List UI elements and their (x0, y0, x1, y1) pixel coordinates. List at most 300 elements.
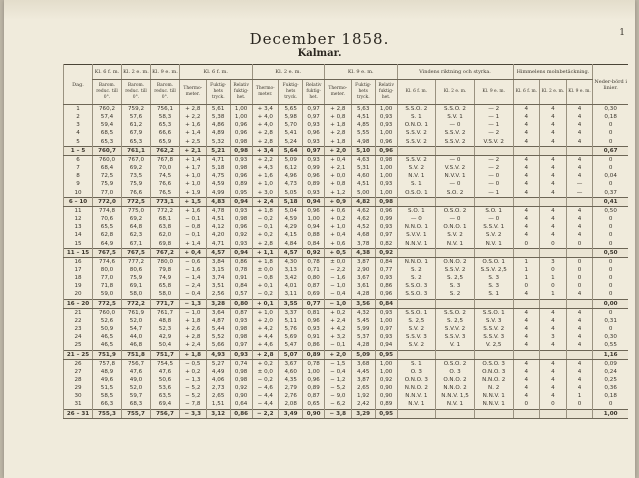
cell-r2: 0,96 (303, 317, 325, 325)
cell-w2: N.N.V. 1,5 (436, 392, 475, 400)
cell-f2: 5,65 (279, 105, 303, 114)
cell-r6: 0,93 (230, 350, 252, 359)
cell-f2: 4,96 (279, 172, 303, 180)
cell-r9: 0,93 (375, 274, 397, 282)
cell-r6: 0,74 (230, 359, 252, 368)
cell-t2: + 0,1 (252, 299, 279, 308)
cell-n: 0,50 (593, 248, 628, 257)
cell-n: 0,04 (593, 172, 628, 180)
cell-c2: 4 (540, 155, 567, 164)
cell-b6: 757,8 (93, 359, 122, 368)
cell-w6: S.S.V. 2 (397, 155, 436, 164)
cell-c2: 4 (540, 376, 567, 384)
cell-c6 (513, 146, 540, 155)
cell-b9: 50,6 (151, 376, 180, 384)
cell-r6: 0,98 (230, 215, 252, 223)
cell-r9: 0,97 (375, 231, 397, 239)
cell-f2: 2,76 (279, 392, 303, 400)
cell-f6: 4,83 (206, 197, 230, 206)
cell-t6: + 2,4 (180, 341, 207, 350)
cell-c2: 4 (540, 172, 567, 180)
cell-b6: 49,6 (93, 376, 122, 384)
cell-t9: + 0,2 (325, 215, 352, 223)
cell-t2: − 2,2 (252, 409, 279, 418)
cell-b9: 76,5 (151, 189, 180, 198)
cell-f9: 3,29 (351, 409, 375, 418)
cell-t6: + 1,6 (180, 121, 207, 129)
cell-r2: 0,93 (303, 138, 325, 147)
cell-c6 (513, 299, 540, 308)
cell-r9: 1,00 (375, 368, 397, 376)
cell-f9: 5,55 (351, 129, 375, 137)
cell-f2: 5,09 (279, 155, 303, 164)
cell-b6: 772,0 (93, 197, 122, 206)
cell-w2: S.S.V. 3 (436, 333, 475, 341)
cell-n: 0 (593, 180, 628, 188)
cell-c6: 0 (513, 240, 540, 249)
cell-r9: 0,99 (375, 215, 397, 223)
cell-w9: S.O. 1 (474, 206, 513, 215)
cell-n: 0,41 (593, 197, 628, 206)
cell-r9: 0,89 (375, 400, 397, 409)
cell-c6: 4 (513, 138, 540, 147)
header-group: Vindens riktning och styrka. (397, 65, 513, 80)
cell-w9: S.S.O. 1 (474, 308, 513, 317)
cell-n: 0 (593, 325, 628, 333)
cell-f6: 4,93 (206, 350, 230, 359)
cell-day: 25 (64, 341, 93, 350)
cell-n: 0 (593, 138, 628, 147)
cell-t2: − 0,2 (252, 290, 279, 299)
cell-t9: − 2,2 (325, 266, 352, 274)
cell-r9: 0,90 (375, 384, 397, 392)
cell-f2: 4,57 (279, 248, 303, 257)
cell-w9: S.V. 3 (474, 317, 513, 325)
cell-f2: 3,37 (279, 308, 303, 317)
cell-f6: 1,51 (206, 400, 230, 409)
header-subcolumn: Kl. 6 f. m. (513, 80, 540, 105)
cell-r9: 0,92 (375, 376, 397, 384)
table-row (64, 359, 629, 368)
cell-t2: + 2,8 (252, 138, 279, 147)
cell-f9: 3,87 (351, 376, 375, 384)
cell-w6 (397, 197, 436, 206)
cell-t9: − 3,8 (325, 409, 352, 418)
cell-c2: 4 (540, 317, 567, 325)
cell-w6: S.S.O. 3 (397, 282, 436, 290)
cell-r6: 0,93 (230, 206, 252, 215)
cell-t6: − 0,4 (180, 290, 207, 299)
cell-n: 0,55 (593, 341, 628, 350)
header-subcolumn: Kl. 9 e. m. (566, 80, 593, 105)
page-title: December 1858. (249, 30, 390, 48)
cell-w2 (436, 197, 475, 206)
cell-c9: 4 (566, 155, 593, 164)
cell-t9: − 1,0 (325, 282, 352, 290)
cell-f6: 4,87 (206, 317, 230, 325)
cell-f2: 3,55 (279, 299, 303, 308)
cell-t9: + 2,0 (325, 350, 352, 359)
cell-b6: 50,9 (93, 325, 122, 333)
cell-c6: 4 (513, 333, 540, 341)
cell-b2: 772,2 (122, 299, 151, 308)
cell-b6: 72,5 (93, 172, 122, 180)
header-subcolumn: Barom. reduc. till 0°. (93, 80, 122, 105)
summary-row (64, 197, 629, 206)
cell-w9: — 0 (474, 215, 513, 223)
cell-t6: − 5,2 (180, 384, 207, 392)
cell-day: 5 (64, 138, 93, 147)
cell-f2: 4,73 (279, 180, 303, 188)
cell-r2: 0,97 (303, 146, 325, 155)
cell-t9: + 1,8 (325, 138, 352, 147)
cell-w6: S. 2,5 (397, 317, 436, 325)
cell-f9: 4,63 (351, 155, 375, 164)
cell-t9: + 0,6 (325, 240, 352, 249)
cell-c2 (540, 146, 567, 155)
cell-day: 20 (64, 290, 93, 299)
cell-f9: 4,38 (351, 248, 375, 257)
table-row (64, 180, 629, 188)
cell-t2: − 0,1 (252, 223, 279, 231)
cell-b9: 58,3 (151, 113, 180, 121)
cell-c6: 4 (513, 121, 540, 129)
cell-w2: S.V.V. 2 (436, 325, 475, 333)
header-group: Neder-börd i linier. (593, 65, 628, 105)
cell-t9: + 0,4 (325, 231, 352, 239)
cell-b6: 62,8 (93, 231, 122, 239)
cell-t6: + 2,8 (180, 333, 207, 341)
cell-f6: 3,84 (206, 257, 230, 266)
cell-c9: 0 (566, 240, 593, 249)
cell-f6: 5,52 (206, 333, 230, 341)
cell-w2: — 0 (436, 180, 475, 188)
cell-w9 (474, 299, 513, 308)
cell-f9: 4,52 (351, 223, 375, 231)
cell-w9: — 2 (474, 164, 513, 172)
cell-c9: 0 (566, 257, 593, 266)
cell-w2: S.S.V. 2 (436, 138, 475, 147)
cell-b6: 46,5 (93, 341, 122, 350)
cell-c2: 1 (540, 290, 567, 299)
cell-w9 (474, 350, 513, 359)
cell-c9: 4 (566, 333, 593, 341)
cell-t6: + 2,8 (180, 105, 207, 114)
cell-t9: + 0,6 (325, 206, 352, 215)
table-body (64, 105, 629, 419)
cell-day: 29 (64, 384, 93, 392)
cell-r9: 0,77 (375, 266, 397, 274)
cell-w2: O.S.O. 2 (436, 206, 475, 215)
cell-c2 (540, 248, 567, 257)
cell-r9: 0,95 (375, 350, 397, 359)
cell-w6: N.N.V. 1 (397, 240, 436, 249)
cell-n: 0,09 (593, 359, 628, 368)
cell-t2: + 0,2 (252, 231, 279, 239)
cell-w6: S.V.V. 1 (397, 231, 436, 239)
cell-f6: 5,61 (206, 105, 230, 114)
cell-f9: 3,67 (351, 274, 375, 282)
cell-c9: 1 (566, 392, 593, 400)
cell-c2: 4 (540, 223, 567, 231)
cell-w2: S.V. 1 (436, 113, 475, 121)
cell-c6: 4 (513, 368, 540, 376)
cell-c9: 4 (566, 113, 593, 121)
cell-f9: 5,00 (351, 189, 375, 198)
cell-t2: + 0,2 (252, 359, 279, 368)
cell-n: 0,30 (593, 105, 628, 114)
cell-t2: + 4,0 (252, 113, 279, 121)
cell-r2: 0,89 (303, 350, 325, 359)
cell-t9: − 9,0 (325, 392, 352, 400)
cell-r2: 0,69 (303, 290, 325, 299)
table-row (64, 215, 629, 223)
cell-r6: 0,90 (230, 392, 252, 400)
cell-f9: 5,09 (351, 350, 375, 359)
cell-t6: + 2,1 (180, 146, 207, 155)
cell-w2: O.S.O. 2 (436, 359, 475, 368)
cell-day: 7 (64, 164, 93, 172)
cell-f9: 4,68 (351, 231, 375, 239)
cell-f6: 4,06 (206, 376, 230, 384)
cell-w2 (436, 299, 475, 308)
table-row (64, 282, 629, 290)
cell-b6: 760,0 (93, 155, 122, 164)
cell-w9: — 2 (474, 105, 513, 114)
cell-w9 (474, 197, 513, 206)
cell-t6: − 5,2 (180, 392, 207, 400)
cell-r6: 0,98 (230, 368, 252, 376)
cell-t2: + 1,0 (252, 180, 279, 188)
cell-c2: 4 (540, 368, 567, 376)
cell-b2: 61,2 (122, 121, 151, 129)
cell-w9: N.N.V. 1 (474, 392, 513, 400)
weather-table (63, 64, 628, 419)
cell-day: 14 (64, 231, 93, 239)
cell-w9: N. 2 (474, 384, 513, 392)
cell-day: 6 (64, 155, 93, 164)
cell-r9: 0,98 (375, 197, 397, 206)
cell-r9: 0,82 (375, 240, 397, 249)
cell-n: 0,36 (593, 384, 628, 392)
header-subcolumn: Kl. 2 e. m. (436, 80, 475, 105)
header-subcolumn: Thermo-meter. (325, 80, 352, 105)
cell-w2: V.S.V. 2 (436, 164, 475, 172)
cell-day: 15 (64, 240, 93, 249)
cell-f6: 3,51 (206, 282, 230, 290)
header-group: Kl. 6 f. m. (93, 65, 122, 80)
cell-t6: + 2,2 (180, 113, 207, 121)
cell-r2: 0,80 (303, 274, 325, 282)
cell-b6: 68,5 (93, 129, 122, 137)
cell-r6: 0,94 (230, 248, 252, 257)
cell-w6: S.S.V. 2 (397, 138, 436, 147)
cell-w6: S. 1 (397, 359, 436, 368)
cell-r9: 0,90 (375, 392, 397, 400)
cell-w2 (436, 146, 475, 155)
cell-t6: − 1,6 (180, 266, 207, 274)
cell-b2: 777,2 (122, 257, 151, 266)
cell-r6: 0,92 (230, 384, 252, 392)
cell-w9: S.S.V. 3 (474, 333, 513, 341)
cell-r6: 0,98 (230, 325, 252, 333)
cell-b6: 755,3 (93, 409, 122, 418)
cell-b2: 67,9 (122, 129, 151, 137)
cell-f2: 4,59 (279, 215, 303, 223)
cell-f9: 2,42 (351, 400, 375, 409)
header-group: Kl. 2 e. m. (122, 65, 151, 80)
cell-b6: 51,5 (93, 384, 122, 392)
cell-c9: 4 (566, 121, 593, 129)
cell-r2: 0,97 (303, 113, 325, 121)
cell-w2: S. 2,5 (436, 274, 475, 282)
cell-t2: + 2,8 (252, 350, 279, 359)
cell-w6: O.N.O. 3 (397, 376, 436, 384)
cell-b6: 65,3 (93, 138, 122, 147)
cell-c2: 4 (540, 129, 567, 137)
cell-t9: + 1,8 (325, 121, 352, 129)
cell-f9: 4,28 (351, 290, 375, 299)
cell-r2: 0,86 (303, 341, 325, 350)
cell-f2: 3,11 (279, 290, 303, 299)
cell-f9: 1,92 (351, 392, 375, 400)
cell-f9: 4,28 (351, 341, 375, 350)
cell-t6: + 0,2 (180, 368, 207, 376)
cell-w9: O.S.O. 3 (474, 359, 513, 368)
cell-r9: 0,93 (375, 113, 397, 121)
cell-w2 (436, 409, 475, 418)
summary-row (64, 299, 629, 308)
table-row (64, 400, 629, 409)
header-subcolumn: Thermo-meter. (180, 80, 207, 105)
cell-f9: 3,61 (351, 282, 375, 290)
cell-r2: 0,94 (303, 197, 325, 206)
cell-r2: 0,93 (303, 325, 325, 333)
cell-r2: 0,96 (303, 206, 325, 215)
cell-w2: S.S.O. 2 (436, 308, 475, 317)
cell-b6: 760,7 (93, 146, 122, 155)
cell-b9: 47,6 (151, 368, 180, 376)
cell-c9 (566, 350, 593, 359)
cell-r9: 0,98 (375, 155, 397, 164)
cell-day: 16 (64, 257, 93, 266)
cell-b9: 761,7 (151, 308, 180, 317)
cell-b6: 59,0 (93, 290, 122, 299)
cell-c6: 4 (513, 231, 540, 239)
cell-r2: 0,87 (303, 392, 325, 400)
cell-c2: 0 (540, 266, 567, 274)
table-row (64, 223, 629, 231)
cell-r9: 0,93 (375, 180, 397, 188)
cell-r6: 0,84 (230, 282, 252, 290)
table-row (64, 113, 629, 121)
cell-r9: 0,86 (375, 282, 397, 290)
cell-c2: 4 (540, 180, 567, 188)
cell-c2: 4 (540, 113, 567, 121)
cell-b2: 57,6 (122, 113, 151, 121)
cell-f2: 2,08 (279, 400, 303, 409)
cell-c9: 4 (566, 308, 593, 317)
cell-c2: 4 (540, 384, 567, 392)
cell-r2: 0,87 (303, 282, 325, 290)
cell-f2: 2,79 (279, 384, 303, 392)
cell-t6: + 1,9 (180, 189, 207, 198)
cell-r9: 1,00 (375, 189, 397, 198)
cell-c6: 4 (513, 189, 540, 198)
cell-r6: 0,87 (230, 308, 252, 317)
cell-day: 26 – 31 (64, 409, 93, 418)
cell-day: 21 – 25 (64, 350, 93, 359)
cell-t6: − 0,1 (180, 231, 207, 239)
cell-day: 1 – 5 (64, 146, 93, 155)
cell-c6: 1 (513, 274, 540, 282)
cell-b2: 772,5 (122, 197, 151, 206)
cell-r6: 0,97 (230, 341, 252, 350)
cell-w6: O.S.O. 1 (397, 189, 436, 198)
cell-n: 0,67 (593, 146, 628, 155)
cell-r9: 0,93 (375, 223, 397, 231)
cell-r2: 0,97 (303, 105, 325, 114)
table-row (64, 206, 629, 215)
cell-w6: S.S.V. 3 (397, 333, 436, 341)
cell-n: 0,18 (593, 392, 628, 400)
station-name: Kalmar. (297, 48, 342, 59)
cell-b9: 773,1 (151, 197, 180, 206)
cell-f6: 4,51 (206, 215, 230, 223)
summary-row (64, 146, 629, 155)
cell-c9: 4 (566, 164, 593, 172)
cell-f9: 4,60 (351, 172, 375, 180)
header-subcolumn: Fuktig-hets tryck. (206, 80, 230, 105)
cell-w6: N.N.O. 2 (397, 384, 436, 392)
cell-f9: 3,78 (351, 240, 375, 249)
cell-n: 0 (593, 231, 628, 239)
cell-b6: 77,0 (93, 274, 122, 282)
cell-w6 (397, 248, 436, 257)
cell-r2: 1,00 (303, 368, 325, 376)
cell-f9: 4,62 (351, 206, 375, 215)
cell-f2: 5,24 (279, 138, 303, 147)
cell-c2 (540, 409, 567, 418)
cell-c9: 4 (566, 129, 593, 137)
cell-c6: 4 (513, 341, 540, 350)
cell-r6: 0,93 (230, 155, 252, 164)
cell-b9: 74,5 (151, 172, 180, 180)
cell-b2: 52,0 (122, 317, 151, 325)
cell-t2: + 1,8 (252, 206, 279, 215)
cell-b2: 756,7 (122, 359, 151, 368)
cell-c6: 4 (513, 308, 540, 317)
cell-w9: S.S.V. 2 (474, 325, 513, 333)
header-group: Kl. 2 e. m. (252, 65, 325, 80)
cell-w9: N.N.V. 1 (474, 400, 513, 409)
cell-f2: 5,07 (279, 350, 303, 359)
cell-c9: 4 (566, 172, 593, 180)
cell-f6: 5,21 (206, 146, 230, 155)
table-row (64, 189, 629, 198)
cell-t6: + 1,0 (180, 180, 207, 188)
cell-b9: 70,0 (151, 164, 180, 172)
cell-t2: + 1,8 (252, 257, 279, 266)
header-group: Himmelens molnbetäckning. (513, 65, 593, 80)
cell-f6: 5,38 (206, 113, 230, 121)
cell-t2: + 2,8 (252, 240, 279, 249)
cell-t9: ± 0,0 (325, 257, 352, 266)
cell-b2: 59,7 (122, 392, 151, 400)
cell-w6: S. 2 (397, 266, 436, 274)
cell-day: 8 (64, 172, 93, 180)
cell-t6: − 0,1 (180, 215, 207, 223)
